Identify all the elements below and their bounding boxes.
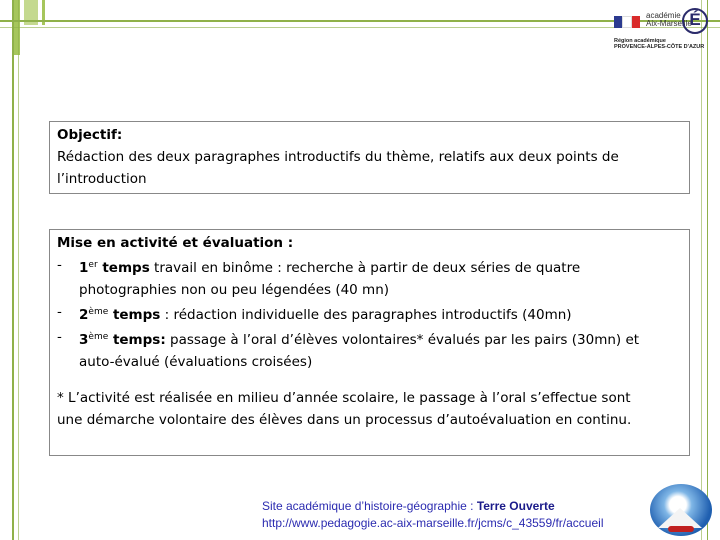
list-item-text [79, 326, 639, 373]
logo-line: Aix-Marseille [646, 19, 692, 28]
footnote-line: une démarche volontaire des élèves dans un processus d’autoévaluation en continu. [57, 412, 632, 428]
item-rest: auto-évalué (évaluations croisées) [79, 354, 313, 370]
flag-icon [614, 16, 640, 28]
site-footer [262, 498, 603, 532]
item-rest: photographies non ou peu légendées (40 mn) [79, 282, 390, 298]
decor-vline [12, 0, 14, 540]
terre-ouverte-logo-icon [650, 484, 712, 536]
list-item [57, 301, 682, 326]
item-sup: er [88, 260, 98, 270]
mountain-icon [658, 508, 702, 528]
academie-logo [612, 8, 712, 52]
footnote-line: * L’activité est réalisée en milieu d’année scolaire, le passage à l’oral s’effectue sont [57, 390, 631, 406]
list-item-text [79, 254, 580, 301]
objectif-text [57, 146, 682, 190]
list-item [57, 254, 682, 301]
objectif-line: Rédaction des deux paragraphes introductifs du thème, relatifs aux deux points de [57, 149, 619, 165]
list-item [57, 326, 682, 373]
item-rest: passage à l’oral d’élèves volontaires* évalués par les pairs (30mn) et [165, 332, 640, 348]
list-item-text [79, 301, 572, 326]
logo-line: académie [646, 11, 681, 20]
decor-vline [701, 0, 702, 540]
footer-site-name[interactable]: Terre Ouverte [476, 499, 555, 513]
item-head: temps [97, 260, 150, 276]
footer-title [262, 498, 603, 515]
footer-url-link[interactable]: http://www.pedagogie.ac-aix-marseille.fr/jcms/c_43559/fr/accueil [262, 516, 604, 530]
list-dash: - [57, 257, 62, 273]
item-num: 2 [79, 307, 89, 323]
objectif-box [49, 121, 690, 194]
logo-line: Région académique [614, 38, 666, 44]
list-dash: - [57, 329, 62, 345]
item-sup: ème [88, 332, 109, 342]
item-sup: ème [88, 307, 109, 317]
objectif-label: Objectif: [57, 127, 123, 143]
logo-line: PROVENCE-ALPES-CÔTE D'AZUR [614, 44, 705, 50]
logo-bottom-text [614, 38, 704, 50]
list-dash: - [57, 304, 62, 320]
footer-prefix: Site académique d’histoire-géographie : [262, 499, 477, 513]
activite-box [49, 229, 690, 456]
item-head: temps [108, 307, 161, 323]
footnote [57, 387, 682, 431]
item-head: temps: [108, 332, 166, 348]
logo-e-icon: É [682, 8, 708, 34]
decor-vline [707, 0, 709, 540]
item-rest: travail en binôme : recherche à partir de deux séries de quatre [149, 260, 581, 276]
item-rest: : rédaction individuelle des paragraphes introductifs (40mn) [160, 307, 572, 323]
activite-label: Mise en activité et évaluation : [57, 235, 294, 251]
item-num: 1 [79, 260, 89, 276]
item-num: 3 [79, 332, 89, 348]
logo-ribbon [668, 526, 694, 532]
objectif-line: l’introduction [57, 171, 147, 187]
decor-vline [18, 0, 19, 540]
